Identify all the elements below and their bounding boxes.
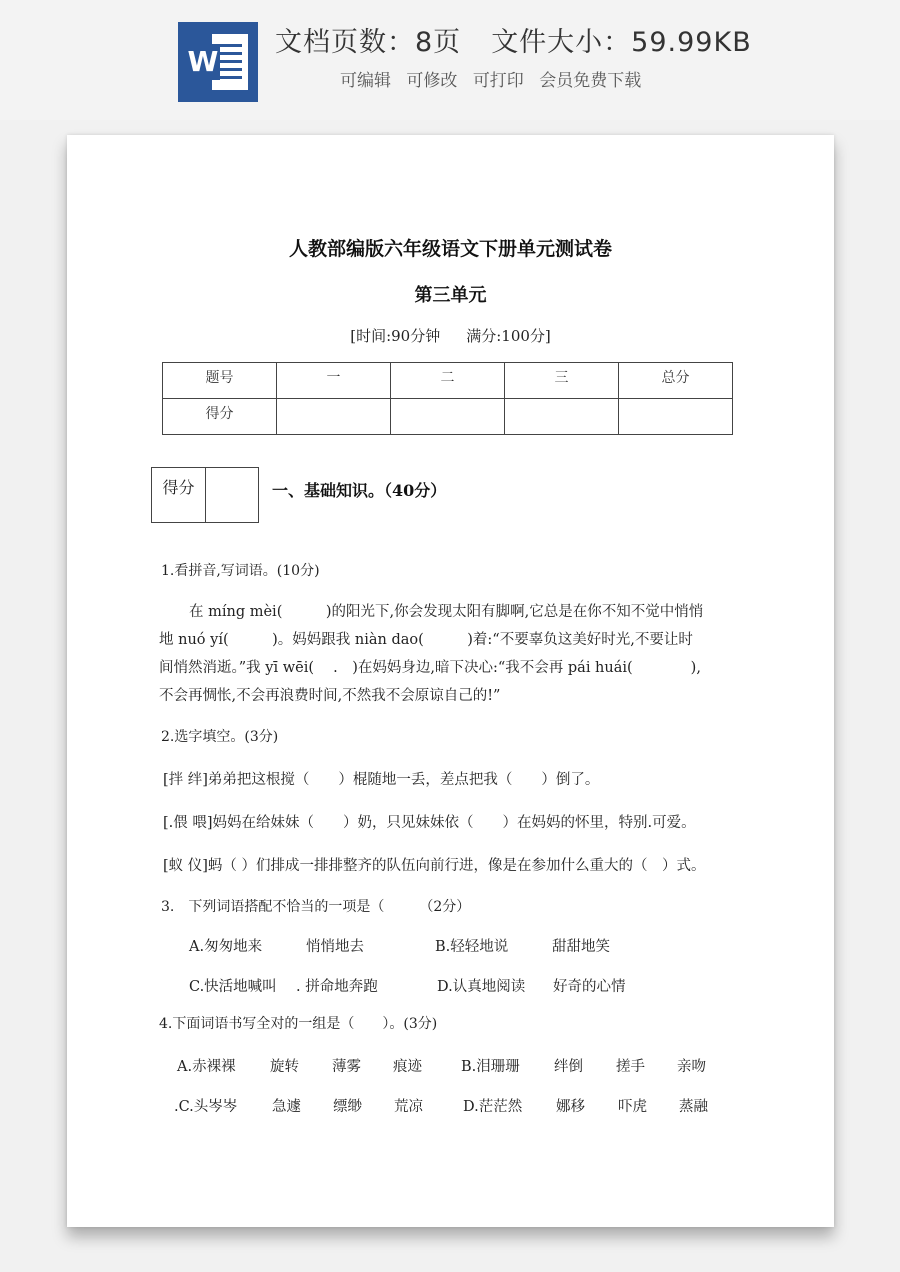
option-text: 好奇的心情 [553, 979, 626, 995]
option-word: 绊倒 [554, 1059, 583, 1075]
option-word: 吓虎 [618, 1099, 647, 1115]
word-document-icon [178, 22, 258, 102]
option-a: A.匆匆地来 [189, 939, 263, 955]
option-word: 亲吻 [677, 1059, 706, 1075]
question-2-title: 2.选字填空。(3分) [161, 729, 279, 745]
question-2-line: [拌 绊]弟弟把这根搅（ ）棍随地一丢，差点把我（ ）倒了。 [163, 772, 600, 788]
question-1-title: 1.看拼音,写词语。(10分) [161, 563, 320, 579]
document-page [67, 135, 834, 1227]
option-b: B.泪珊珊 [461, 1059, 520, 1075]
tag-member-free: 会员免费下载 [539, 71, 642, 91]
score-row-label: 得分 [163, 399, 277, 435]
score-table-header: 一 [277, 363, 391, 399]
option-text: . 拼命地奔跑 [296, 979, 378, 995]
option-c: C.快活地喊叫 [189, 979, 277, 995]
question-2-line: [.偎 喂]妈妈在给妹妹（ ）奶，只见妹妹依（ ）在妈妈的怀里，特别.可爱。 [163, 815, 696, 831]
question-1-line: 地 nuó yí( )。妈妈跟我 niàn dao( )着:“不要辜负这美好时光,不要让时 [159, 632, 693, 648]
option-word: 缥缈 [333, 1099, 362, 1115]
score-table-header: 题号 [163, 363, 277, 399]
option-word: 搓手 [616, 1059, 645, 1075]
page-title: 人教部编版六年级语文下册单元测试卷 [288, 238, 612, 260]
full-score: 满分:100分] [466, 327, 551, 345]
question-1-line: 在 míng mèi( )的阳光下,你会发现太阳有脚啊,它总是在你不知不觉中悄悄 [189, 604, 704, 620]
section-heading: 一、基础知识。（40分） [272, 481, 447, 500]
score-table-row [163, 399, 733, 435]
page-subtitle: 第三单元 [414, 285, 487, 306]
tag-editable: 可编辑 [340, 71, 391, 91]
page-count: 文档页数：8页 [275, 27, 462, 58]
tag-modifiable: 可修改 [406, 71, 458, 91]
option-text: 甜甜地笑 [552, 939, 610, 955]
exam-meta [67, 325, 834, 346]
section-score-label: 得分 [152, 468, 206, 522]
score-table-header-row [163, 363, 733, 399]
option-d: D.认真地阅读 [437, 979, 526, 995]
question-2-line: [蚁 仪]蚂（ ）们排成一排排整齐的队伍向前行进，像是在参加什么重大的（ ）式。 [163, 858, 706, 874]
score-cell [391, 399, 505, 435]
score-table [162, 362, 733, 435]
option-b: B.轻轻地说 [435, 939, 509, 955]
feature-tags [340, 66, 651, 91]
option-d: D.茫茫然 [463, 1099, 523, 1115]
score-cell [619, 399, 733, 435]
option-a: A.赤裸裸 [177, 1059, 236, 1075]
score-table-header: 三 [505, 363, 619, 399]
section-score-box [151, 467, 259, 523]
time-limit: [时间:90分钟 [350, 327, 441, 345]
option-word: 荒凉 [394, 1099, 423, 1115]
download-banner [0, 0, 900, 120]
question-3-title: 3. 下列词语搭配不恰当的一项是（ （2分） [161, 899, 471, 915]
score-cell [505, 399, 619, 435]
tag-printable: 可打印 [472, 71, 524, 91]
option-word: 痕迹 [393, 1059, 422, 1075]
question-1-line: 间悄然消逝。”我 yī wēi( . )在妈妈身边,暗下决心:“我不会再 pái huái( ), [159, 660, 701, 676]
option-word: 急遽 [272, 1099, 301, 1115]
banner-title [275, 20, 752, 59]
option-c: .C.头岑岑 [174, 1099, 238, 1115]
word-letter: W [187, 45, 219, 78]
question-4-title: 4.下面词语书写全对的一组是（ ）。(3分) [159, 1016, 438, 1032]
option-text: 悄悄地去 [306, 939, 364, 955]
score-cell [277, 399, 391, 435]
score-table-header: 二 [391, 363, 505, 399]
option-word: 旋转 [270, 1059, 299, 1075]
question-1-line: 不会再惆怅,不会再浪费时间,不然我不会原谅自己的!” [159, 688, 501, 704]
option-word: 薄雾 [332, 1059, 361, 1075]
score-table-header: 总分 [619, 363, 733, 399]
option-word: 娜移 [556, 1099, 585, 1115]
option-word: 蒸融 [679, 1099, 708, 1115]
file-size: 文件大小：59.99KB [491, 27, 752, 58]
